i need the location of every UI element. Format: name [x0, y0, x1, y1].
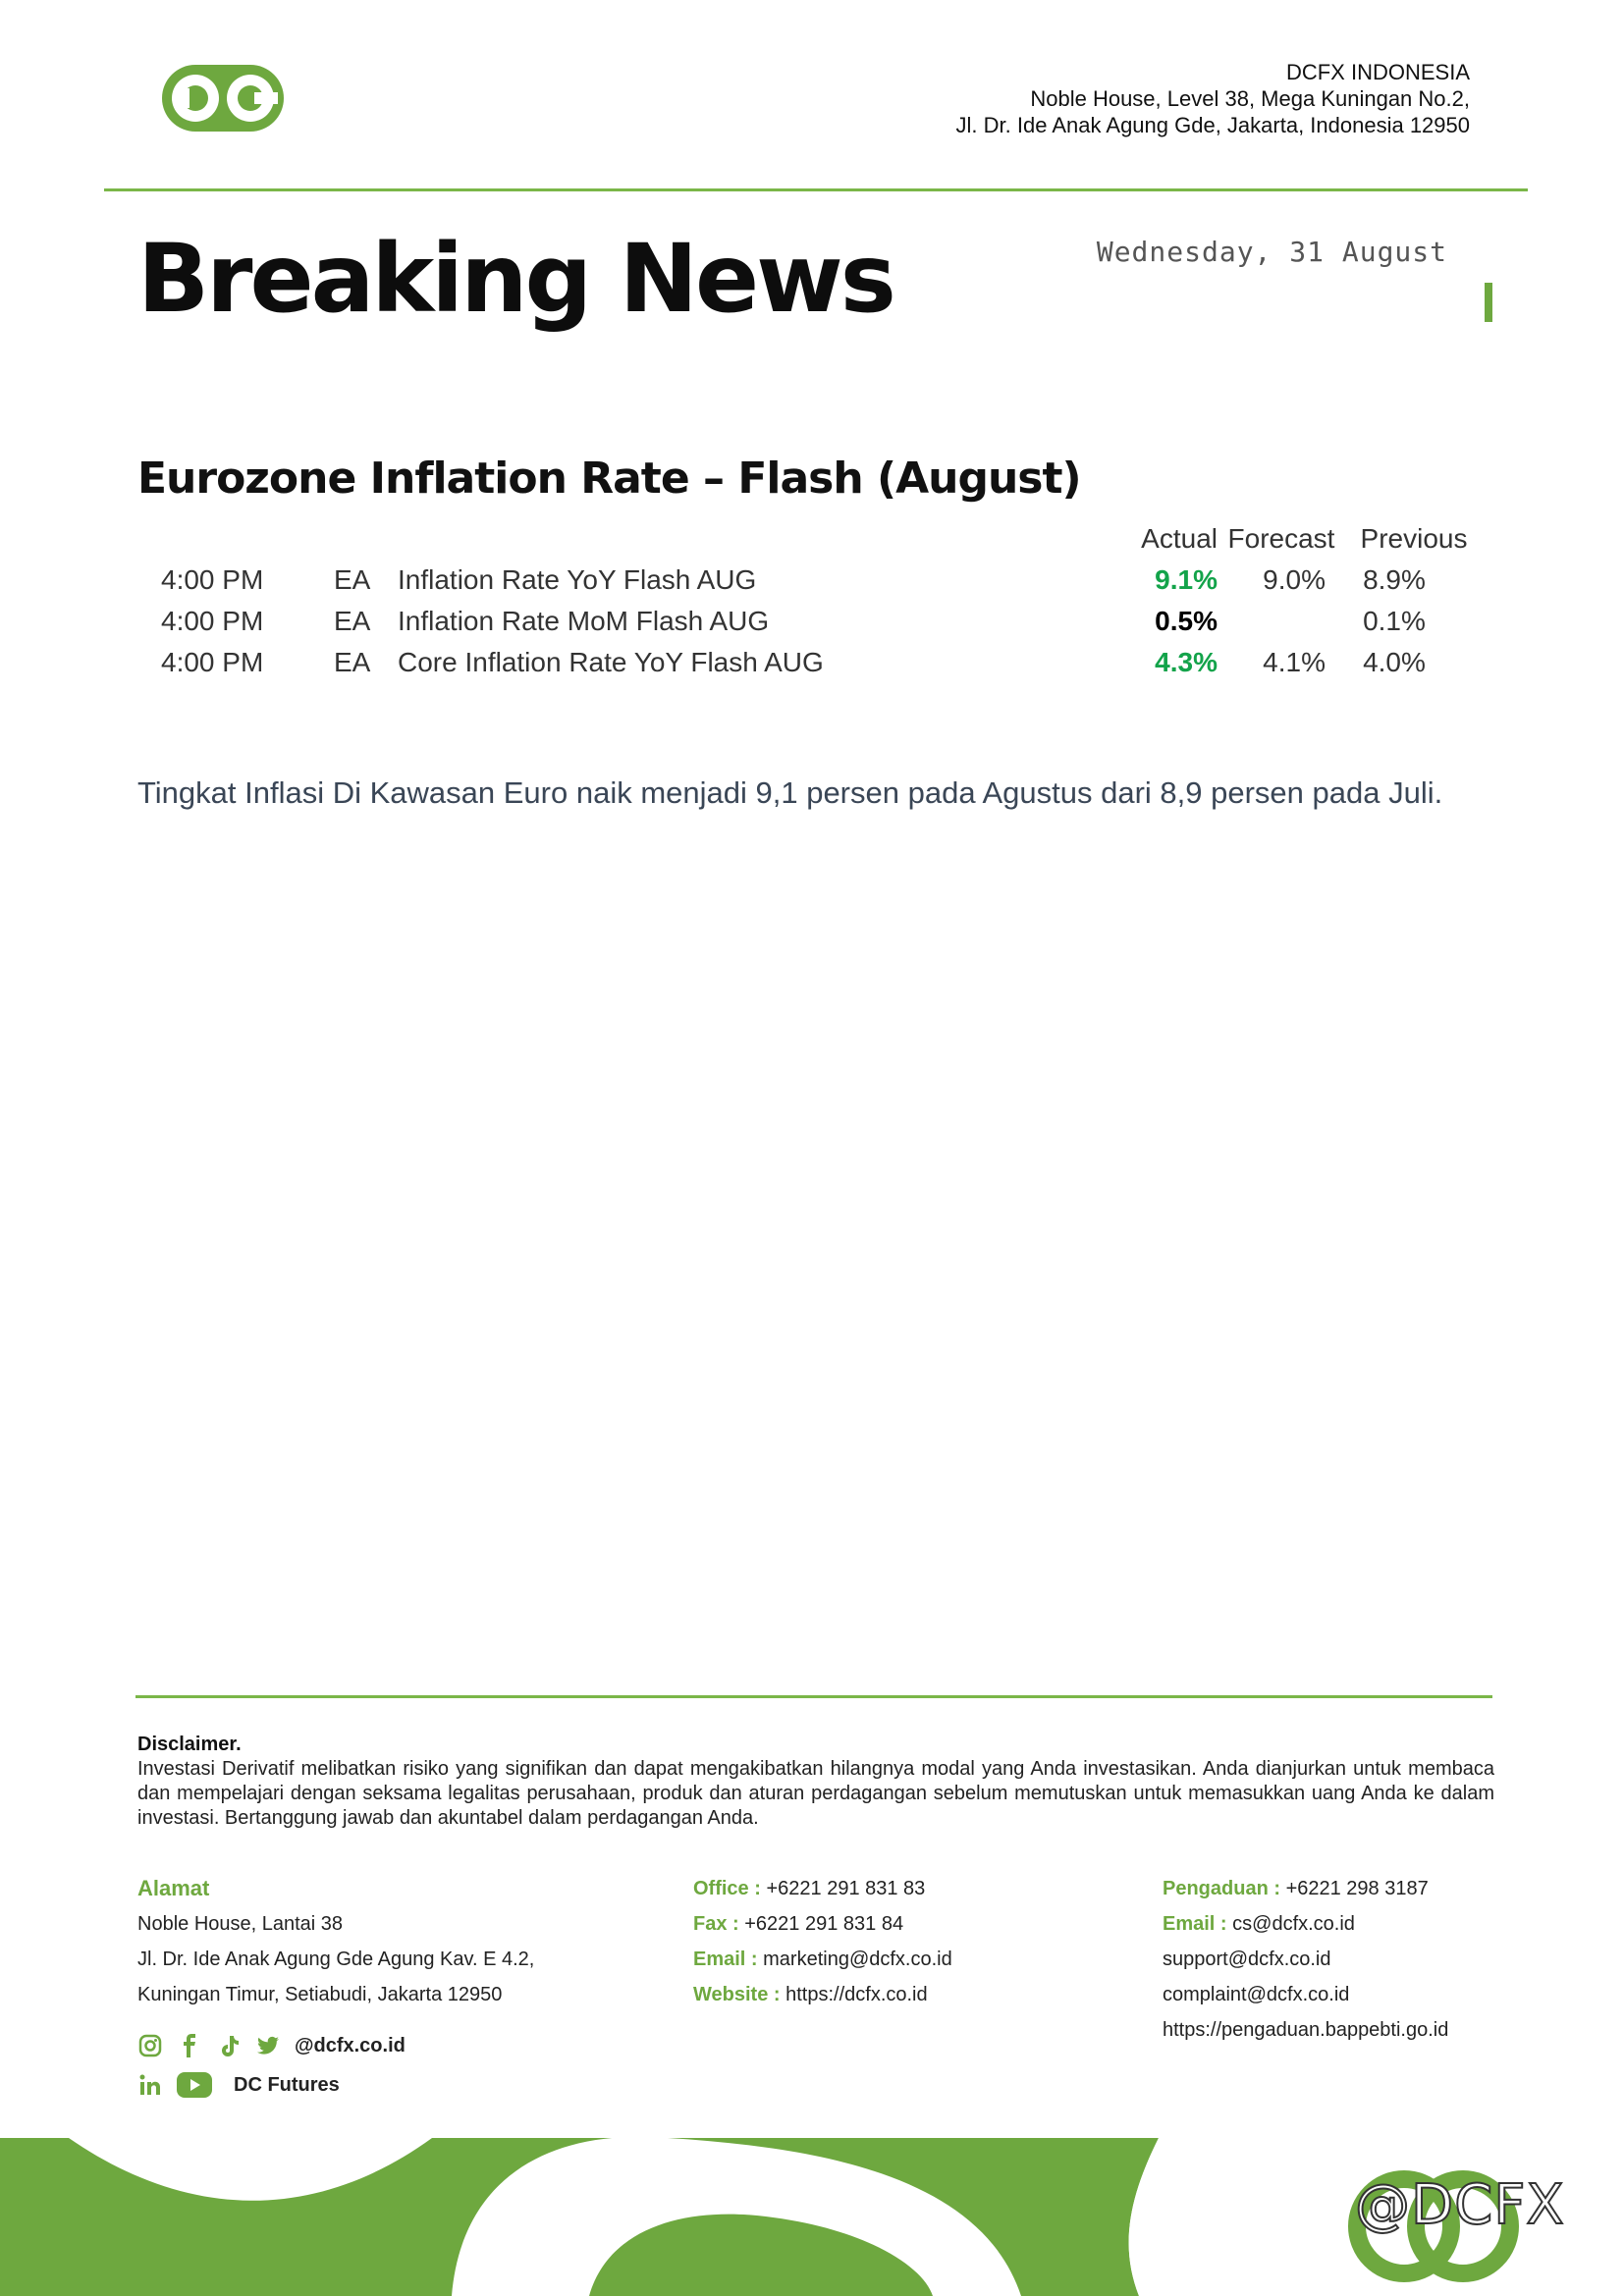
alamat-line-2: Jl. Dr. Ide Anak Agung Gde Agung Kav. E 4.2,	[137, 1949, 535, 1970]
header-forecast: Forecast	[1227, 523, 1335, 554]
youtube-channel[interactable]: DC Futures	[234, 2073, 340, 2096]
office-phone[interactable]: +6221 291 831 83	[766, 1878, 926, 1899]
alamat-line-1: Noble House, Lantai 38	[137, 1913, 344, 1935]
website-label: Website :	[693, 1984, 781, 2005]
social-handle[interactable]: @dcfx.co.id	[295, 2034, 406, 2056]
event-name: Inflation Rate MoM Flash AUG	[398, 606, 770, 636]
event-forecast: 4.1%	[1263, 647, 1326, 677]
event-currency: EA	[334, 564, 371, 595]
tiktok-icon[interactable]	[216, 2033, 242, 2058]
page-title: Breaking News	[137, 224, 893, 334]
header-divider	[104, 188, 1528, 191]
fax-label: Fax :	[693, 1913, 739, 1935]
event-time: 4:00 PM	[161, 606, 264, 636]
event-currency: EA	[334, 606, 371, 636]
event-previous: 4.0%	[1363, 647, 1426, 677]
event-name: Inflation Rate YoY Flash AUG	[398, 564, 757, 595]
alamat-line-3: Kuningan Timur, Setiabudi, Jakarta 12950	[137, 1984, 503, 2005]
event-previous: 0.1%	[1363, 606, 1426, 636]
disclaimer-title: Disclaimer.	[137, 1734, 242, 1755]
footer-pengaduan	[1163, 1871, 1448, 2048]
economic-calendar-table	[137, 518, 1468, 683]
header-previous: Previous	[1360, 523, 1468, 554]
news-summary: Tingkat Inflasi Di Kawasan Euro naik menjadi 9,1 persen pada Agustus dari 8,9 persen pada Juli.	[137, 775, 1443, 810]
watermark: @DCFX	[1355, 2173, 1565, 2237]
address-line-2: Jl. Dr. Ide Anak Agung Gde, Jakarta, Indonesia 12950	[955, 113, 1470, 137]
bappebti-link[interactable]: https://pengaduan.bappebti.go.id	[1163, 2019, 1449, 2041]
event-actual: 4.3%	[1155, 647, 1218, 677]
event-name: Core Inflation Rate YoY Flash AUG	[398, 647, 824, 677]
alamat-label: Alamat	[137, 1876, 210, 1900]
event-actual: 9.1%	[1155, 564, 1218, 595]
cs-email-link[interactable]: cs@dcfx.co.id	[1232, 1913, 1355, 1935]
event-previous: 8.9%	[1363, 564, 1426, 595]
disclaimer-text: Investasi Derivatif melibatkan risiko yang signifikan dan dapat mengakibatkan hilangnya modal yang Anda investasikan. Anda dianjurkan untuk membaca dan mempelajari dengan seksama legalitas perusahaan, produk dan aturan perdagangan sebelum memutuskan untuk memasukkan uang Anda ke dalam investasi. Bertanggung jawab dan akuntabel dalam perdagangan Anda.	[137, 1758, 1494, 1829]
table-row	[137, 601, 1453, 642]
table-row	[137, 642, 1453, 683]
pengaduan-phone[interactable]: +6221 298 3187	[1285, 1878, 1429, 1899]
date-accent-bar	[1485, 283, 1492, 322]
social-links	[137, 2026, 406, 2105]
address-line-1: Noble House, Level 38, Mega Kuningan No.2,	[1030, 86, 1470, 111]
email-label: Email :	[693, 1949, 758, 1970]
event-actual: 0.5%	[1155, 606, 1218, 636]
youtube-icon[interactable]	[177, 2072, 212, 2098]
instagram-icon[interactable]	[137, 2033, 163, 2058]
footer-contact	[693, 1871, 952, 2012]
pengaduan-label: Pengaduan :	[1163, 1878, 1281, 1899]
table-header-row	[137, 518, 1468, 560]
header-actual: Actual	[1141, 523, 1218, 554]
dc-logo	[160, 63, 286, 133]
footer-divider	[135, 1695, 1492, 1698]
facebook-icon[interactable]	[177, 2033, 202, 2058]
event-forecast: 9.0%	[1263, 564, 1326, 595]
event-currency: EA	[334, 647, 371, 677]
linkedin-icon[interactable]	[137, 2072, 163, 2098]
company-name: DCFX INDONESIA	[1285, 60, 1470, 84]
report-date: Wednesday, 31 August	[1096, 236, 1447, 268]
twitter-icon[interactable]	[255, 2033, 281, 2058]
fax-number: +6221 291 831 84	[744, 1913, 904, 1935]
support-email-link[interactable]: support@dcfx.co.id	[1163, 1949, 1331, 1970]
table-row	[137, 560, 1453, 601]
pengaduan-email-label: Email :	[1163, 1913, 1227, 1935]
marketing-email-link[interactable]: marketing@dcfx.co.id	[763, 1949, 952, 1970]
section-title: Eurozone Inflation Rate – Flash (August)	[137, 454, 1081, 504]
event-time: 4:00 PM	[161, 647, 264, 677]
website-link[interactable]: https://dcfx.co.id	[785, 1984, 928, 2005]
company-address	[956, 59, 1470, 138]
event-time: 4:00 PM	[161, 564, 264, 595]
footer-address	[137, 1871, 534, 2012]
office-label: Office :	[693, 1878, 761, 1899]
complaint-email-link[interactable]: complaint@dcfx.co.id	[1163, 1984, 1350, 2005]
